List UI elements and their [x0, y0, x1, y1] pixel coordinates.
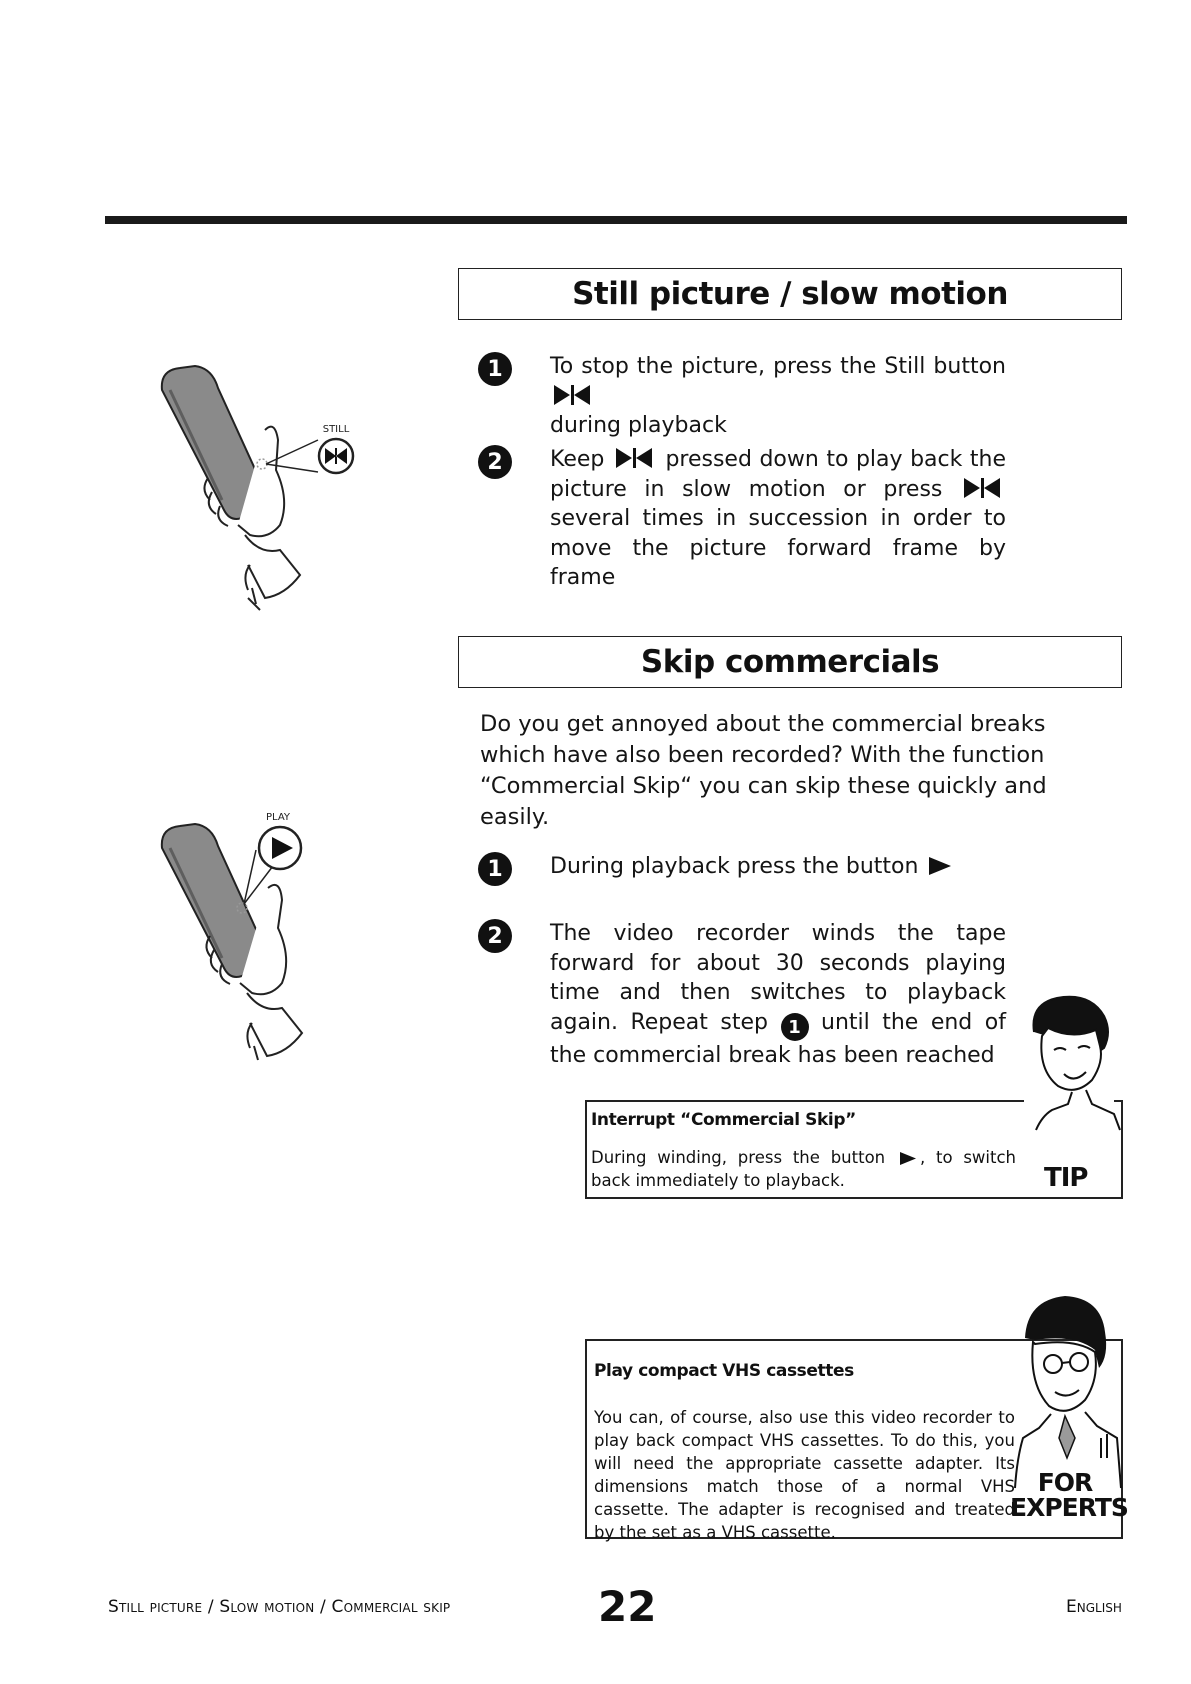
- tip-character-illustration: [1012, 992, 1122, 1132]
- experts-body: You can, of course, also use this video recorder to play back compact VHS cassettes. To do this, you will need the appropriate cassette adapter. Its dimensions match those of a normal VHS cassette. The adapter is recognised and treated by the set as a VHS cassette.: [594, 1408, 1015, 1542]
- remote-play-illustration: [150, 808, 375, 1063]
- still-icon: [616, 448, 654, 468]
- tip-label: TIP: [1044, 1163, 1088, 1193]
- footer-section-name: Still picture / Slow motion / Commercial skip: [108, 1597, 451, 1617]
- experts-character-illustration: [1005, 1288, 1125, 1498]
- still-icon: [964, 478, 1002, 498]
- experts-label-line1: FOR: [1037, 1468, 1093, 1497]
- still-icon: [554, 385, 592, 405]
- skip-step-1-text: [550, 852, 1006, 882]
- skip-step-2-text-b: until the end of the commercial break has been reached: [550, 1009, 1006, 1069]
- experts-label: [1010, 1468, 1128, 1522]
- section-title-still: Still picture / slow motion: [458, 268, 1122, 320]
- still-step-2-text: [550, 445, 1006, 593]
- skip-step-2-number: 2: [478, 919, 512, 953]
- remote-still-illustration: [150, 360, 375, 615]
- experts-title: Play compact VHS cassettes: [594, 1361, 854, 1381]
- still-step-2-number: 2: [478, 445, 512, 479]
- footer-language: English: [1066, 1597, 1122, 1617]
- top-rule: [105, 216, 1127, 224]
- skip-step-1-number: 1: [478, 852, 512, 886]
- page-number: 22: [598, 1582, 657, 1631]
- still-step-1-text-a: To stop the picture, press the Still button: [550, 354, 1006, 379]
- play-icon: [900, 1152, 916, 1165]
- skip-step-1-text-a: During playback press the button: [550, 854, 919, 879]
- skip-step-2-text-a: The video recorder winds the tape forward for about 30 seconds playing time and then switches to playback again. Repeat step: [550, 921, 1006, 1035]
- still-step-1-text: [550, 352, 1006, 441]
- experts-label-line2: EXPERTS: [1010, 1493, 1128, 1522]
- tip-body-a: During winding, press the button: [591, 1148, 886, 1167]
- step-reference-number: 1: [781, 1013, 809, 1041]
- still-callout-label: STILL: [322, 424, 350, 435]
- play-callout-label: PLAY: [265, 812, 291, 823]
- play-icon: [929, 857, 951, 875]
- still-step-2-text-b: pressed down to play back the picture in slow motion or press: [550, 447, 1006, 502]
- still-step-2-text-a: Keep: [550, 447, 605, 472]
- skip-step-2-text: [550, 919, 1006, 1071]
- still-step-1-text-b: during playback: [550, 413, 727, 438]
- still-step-1-number: 1: [478, 352, 512, 386]
- skip-intro: Do you get annoyed about the commercial breaks which have also been recorded? With the function “Commercial Skip“ you can skip these quickly and easily.: [480, 711, 1047, 830]
- tip-body: [591, 1146, 1016, 1192]
- tip-body-b: , to switch back immediately to playback.: [591, 1148, 1017, 1190]
- still-step-2-text-c: several times in succession in order to move the picture forward frame by frame: [550, 506, 1006, 590]
- section-title-skip: Skip commercials: [458, 636, 1122, 688]
- tip-title: Interrupt “Commercial Skip”: [591, 1110, 856, 1130]
